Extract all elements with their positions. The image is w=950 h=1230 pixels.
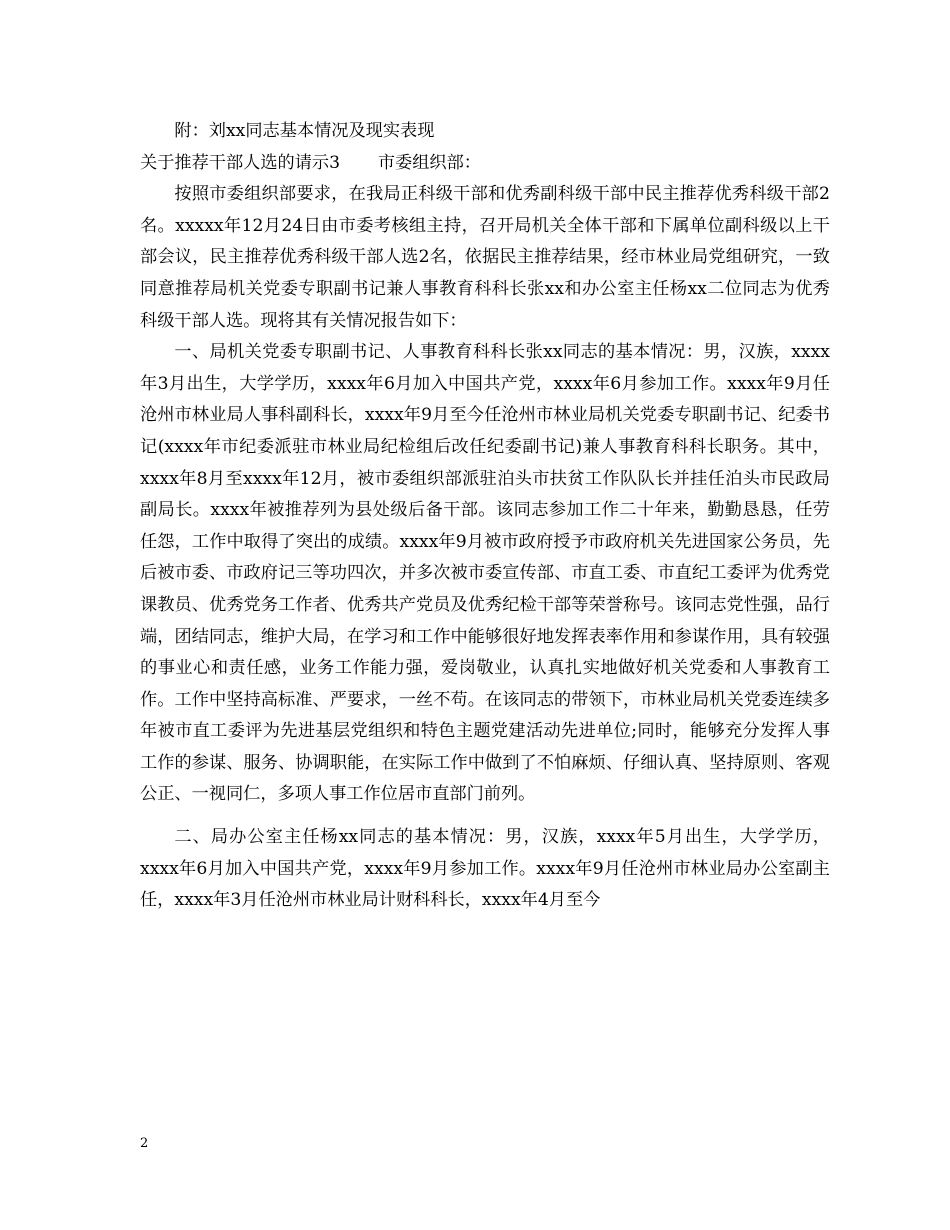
- request-header-line: [140, 148, 830, 180]
- paragraph-candidate-yang: 二、局办公室主任杨xx同志的基本情况：男，汉族，xxxx年5月出生，大学学历，xxxx年6月加入中国共产党，xxxx年9月参加工作。xxxx年9月任沧州市林业局办公室副主任，xxxx年3月任沧州市林业局计财科科长，xxxx年4月至今: [140, 827, 830, 911]
- paragraph-candidate-zhang: 一、局机关党委专职副书记、人事教育科科长张xx同志的基本情况：男，汉族，xxxx年3月出生，大学学历，xxxx年6月加入中国共产党，xxxx年6月参加工作。xxxx年9月任沧州市林业局人事科副科长，xxxx年9月至今任沧州市林业局机关党委专职副书记、纪委书记(xxxx年市纪委派驻市林业局纪检组后改任纪委副书记)兼人事教育科科长职务。其中，xxxx年8月至xxxx年12月，被市委组织部派驻泊头市扶贫工作队队长并挂任泊头市民政局副局长。xxxx年被推荐列为县处级后备干部。该同志参加工作二十年来，勤勤恳恳，任劳任怨，工作中取得了突出的成绩。xxxx年9月被市政府授予市政府机关先进国家公务员，先后被市委、市政府记三等功四次，并多次被市委宣传部、市直工委、市直纪工委评为优秀党课教员、优秀党务工作者、优秀共产党员及优秀纪检干部等荣誉称号。该同志党性强，品行端，团结同志，维护大局，在学习和工作中能够很好地发挥表率作用和参谋作用，具有较强的事业心和责任感，业务工作能力强，爱岗敬业，认真扎实地做好机关党委和人事教育工作。工作中坚持高标准、严要求，一丝不苟。在该同志的带领下，市林业局机关党委连续多年被市直工委评为先进基层党组织和特色主题党建活动先进单位;同时，能够充分发挥人事工作的参谋、服务、协调职能，在实际工作中做到了不怕麻烦、仔细认真、坚持原则、客观公正、一视同仁，多项人事工作位居市直部门前列。: [140, 342, 830, 805]
- page-number: 2: [140, 1136, 149, 1151]
- document-body: [140, 116, 830, 917]
- addressee: 市委组织部：: [377, 152, 481, 173]
- paragraph-intro: 按照市委组织部要求，在我局正科级干部和优秀副科级干部中民主推荐优秀科级干部2名。xxxxx年12月24日由市委考核组主持，召开局机关全体干部和下属单位副科级以上干部会议，民主推荐优秀科级干部人选2名，依据民主推荐结果，经市林业局党组研究，一致同意推荐局机关党委专职副书记兼人事教育科科长张xx和办公室主任杨xx二位同志为优秀科级干部人选。现将其有关情况报告如下：: [140, 184, 830, 331]
- attachment-line: 附：刘xx同志基本情况及现实表现: [174, 121, 435, 141]
- request-title: 关于推荐干部人选的请示3: [140, 152, 340, 173]
